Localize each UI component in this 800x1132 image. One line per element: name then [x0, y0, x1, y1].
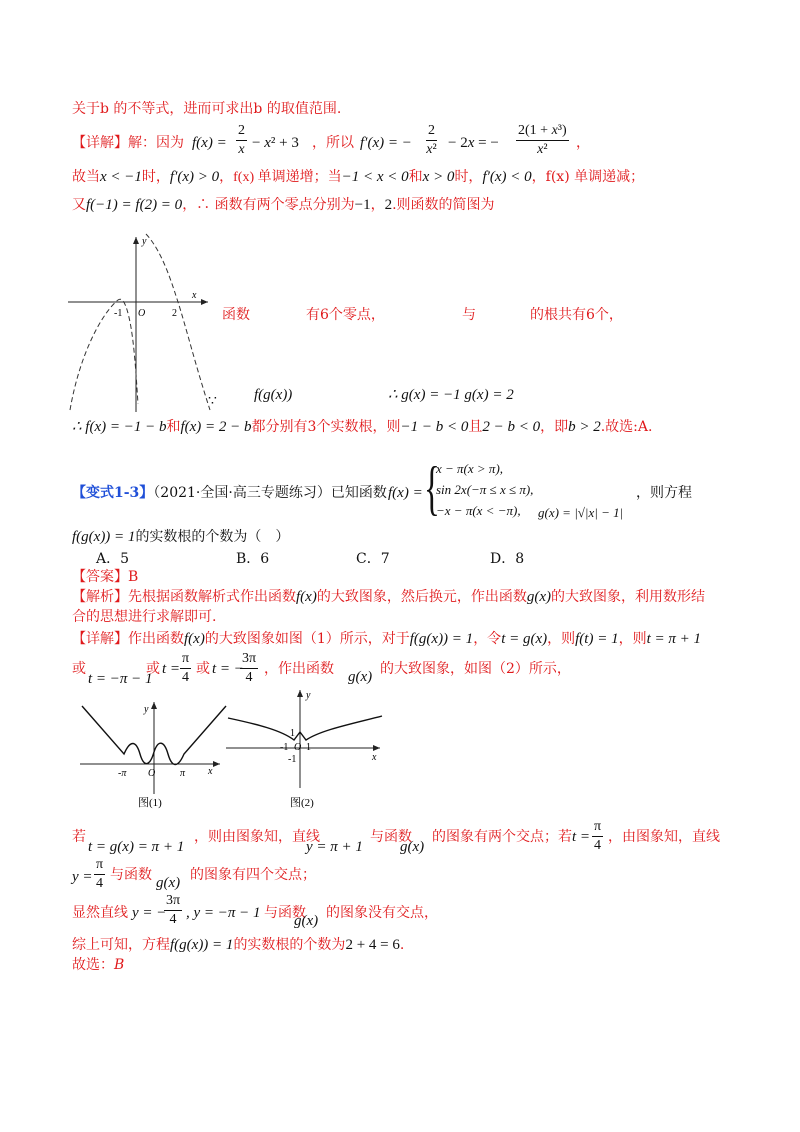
option-b[interactable]: [236, 550, 269, 568]
analysis-label: 【解析】: [72, 589, 128, 605]
because-sym: ∵: [208, 393, 217, 409]
p1-eq: t = g(x) = π + 1: [88, 839, 185, 855]
fx-lhs: f(x) =: [192, 135, 227, 151]
comma: ，: [576, 135, 590, 151]
option-a[interactable]: [96, 550, 129, 568]
num: 3π: [240, 650, 258, 669]
origin-label: O: [138, 308, 146, 319]
text: 的大致图象，利用数形结: [550, 589, 705, 605]
fig1-caption: 图(1): [138, 797, 162, 809]
prev-line-3: [72, 168, 644, 187]
analysis-line-2: 合的思想进行求解即可.: [72, 609, 217, 625]
detail-t6: ，作出函数: [264, 661, 334, 677]
origin-label: O: [294, 742, 302, 753]
text: ，: [219, 169, 234, 185]
root2: t = −π − 1: [88, 671, 153, 687]
result: b > 2: [568, 419, 601, 435]
text: 综上可知，方程: [72, 937, 170, 953]
p1-e: ，由图象知，直线: [608, 829, 720, 845]
text: 且: [468, 419, 483, 435]
piece-3: −x − π(x < −π),: [436, 503, 521, 518]
origin-label: O: [148, 768, 156, 779]
root4-frac: [240, 650, 258, 687]
p2-frac: [94, 856, 105, 893]
p4-line: [72, 936, 404, 954]
text: 的大致图象如图（1）所示，对于: [204, 631, 410, 647]
answer-value: B: [128, 569, 139, 585]
option-value: 7: [380, 551, 390, 567]
so-text: ，所以: [312, 135, 354, 151]
option-letter: A．: [96, 551, 121, 567]
option-value: 8: [515, 551, 525, 567]
y-label: y: [144, 704, 149, 715]
fprime-lhs: f′(x) = −: [360, 135, 412, 151]
prev-detail-line: [72, 134, 184, 152]
text: 和: [166, 419, 181, 435]
text: ，令: [473, 631, 502, 647]
y-arrow-icon: [151, 702, 157, 709]
detail-text: 解：因为: [128, 135, 184, 151]
p2-g: g(x): [156, 875, 181, 891]
mid-text-1: 函数: [222, 307, 250, 323]
variant-source: （2021·全国·高三专题练习）已知函数: [153, 485, 387, 501]
root4-pre: t = −: [212, 661, 244, 677]
text: 时，: [454, 169, 483, 185]
option-value: 5: [120, 551, 130, 567]
cond-mid: −1 < x < 0: [341, 169, 409, 185]
prev-line-1: 关于b 的不等式，进而可求出b 的取值范围.: [72, 101, 342, 117]
neg1-x-label: -1: [280, 742, 289, 753]
den: 4: [594, 838, 602, 853]
x-arrow-icon: [373, 745, 380, 751]
detail-t7: 的大致图象，如图（2）所示，: [380, 661, 571, 677]
num: π: [592, 818, 603, 837]
or-2: 或: [146, 661, 160, 677]
variant-tail: ，则方程: [636, 485, 692, 501]
num: π: [180, 650, 191, 669]
eq-a: ∴ f(x) = −1 − b: [72, 419, 167, 435]
prev-line-7: [72, 418, 652, 436]
variant-question: [72, 528, 289, 546]
negpi-label: -π: [118, 768, 127, 779]
p3-b: , y = −π − 1: [186, 905, 261, 921]
detail-line-1: [72, 630, 701, 648]
detail-label: 【详解】: [72, 631, 128, 647]
variant-label: 【变式1-3】: [72, 485, 154, 501]
g-curve: [228, 716, 382, 740]
fprime-pos: f′(x) > 0: [169, 169, 220, 185]
fx-inc: f(x) 单调递增；当: [233, 170, 342, 185]
sub: t = g(x): [501, 631, 548, 647]
therefore-g: ∴ g(x) = −1 g(x) = 2: [388, 387, 514, 403]
fprime-frac2: $\frac{\text{2(1 + x³)}}{\text{x²}}$: [518, 123, 567, 157]
eq: f(g(x)) = 1: [170, 937, 234, 953]
p2-y: y =: [72, 869, 93, 885]
fprime-frac1: $\frac{2}{\text{x²}}$: [426, 123, 437, 157]
cond-lt: x < −1: [100, 169, 142, 185]
x-label: x: [372, 752, 377, 763]
option-value: 6: [260, 551, 270, 567]
curve-right: [146, 234, 210, 410]
fx-frac: $\frac{2}{x}$: [238, 123, 245, 157]
p3-a: 显然直线: [72, 905, 128, 921]
text: .: [399, 937, 405, 953]
text: ，则: [618, 631, 647, 647]
text: 的大致图象，然后换元，作出函数: [316, 589, 527, 605]
p1-c: 与函数: [370, 829, 412, 845]
text: 又: [72, 197, 86, 213]
num: 3π: [164, 892, 182, 911]
den: 4: [169, 912, 177, 927]
fx-rest: − x² + 3: [252, 135, 299, 151]
option-d[interactable]: [490, 550, 524, 568]
text: 都分别有3个实数根，则: [251, 419, 401, 435]
p3-y: y = −: [132, 905, 167, 921]
root3-pre: t =: [162, 661, 181, 677]
p1-d: 的图象有两个交点；若: [432, 829, 572, 845]
or-3: 或: [196, 661, 210, 677]
p1-g: g(x): [400, 839, 425, 855]
mid-text-2: 有6个零点，: [306, 307, 385, 323]
p3-frac: [164, 892, 182, 929]
fprime-mid: − 2x = −: [448, 135, 499, 151]
final-value: B: [114, 957, 125, 973]
detail-label: 【详解】: [72, 135, 128, 151]
y-arrow-icon: [297, 690, 303, 697]
final-line: [72, 956, 124, 974]
y-label: y: [306, 690, 311, 701]
p1-b: ，则由图象知，直线: [194, 829, 320, 845]
mid-text-3: 与: [462, 307, 476, 323]
g-def: g(x) = |√|x| − 1|: [538, 505, 624, 520]
x-arrow-icon: [213, 761, 220, 767]
fgx: f(g(x)): [254, 387, 293, 403]
two-label: 2: [172, 308, 177, 319]
variant-header: [72, 484, 387, 502]
p1-line: y = π + 1: [306, 839, 363, 855]
option-letter: B．: [236, 551, 261, 567]
den: 4: [96, 876, 104, 891]
text: ，则: [547, 631, 576, 647]
text: 作出函数: [128, 631, 184, 647]
text: 先根据函数解析式作出函数: [128, 589, 296, 605]
text: 和: [408, 169, 423, 185]
p1-a: 若: [72, 829, 86, 845]
text: ，: [370, 197, 385, 213]
question: 的实数根的个数为（ ）: [135, 529, 290, 545]
zeros-eq: f(−1) = f(2) = 0: [86, 197, 183, 213]
text: 故当: [72, 169, 100, 185]
zero1: −1: [354, 197, 371, 213]
option-letter: D．: [490, 551, 516, 567]
final-label: 故选：: [72, 957, 114, 973]
x-label: x: [192, 290, 197, 301]
option-letter: C．: [356, 551, 381, 567]
gx: g(x): [526, 589, 551, 605]
fx-dec: ，f(x) 单调递减；: [531, 169, 645, 185]
num: π: [94, 856, 105, 875]
root1: t = π + 1: [646, 631, 702, 647]
text: .则函数的简图为: [392, 197, 495, 213]
prev-graph: [68, 232, 218, 412]
neg1-label: -1: [114, 308, 123, 319]
y-label: y: [142, 236, 147, 247]
p2-b: 的图象有四个交点；: [190, 867, 316, 883]
mid-text-4: 的根共有6个，: [530, 307, 623, 323]
den: 4: [245, 670, 253, 685]
fx: f(x): [296, 589, 317, 605]
text: .故选:A.: [600, 419, 653, 435]
p1-frac: [592, 818, 603, 855]
pi-label: π: [180, 768, 186, 779]
text: ，∴ 函数有两个零点分别为: [182, 197, 355, 213]
fprime-neg: f′(x) < 0: [482, 169, 532, 185]
eq1: f(g(x)) = 1: [409, 631, 474, 647]
fig2-caption: 图(2): [290, 797, 314, 809]
option-c[interactable]: [356, 550, 390, 568]
piece-1: x − π(x > π),: [436, 461, 504, 476]
cond-pos: x > 0: [422, 169, 455, 185]
text: ，即: [540, 419, 569, 435]
neg1-y-label: -1: [288, 754, 297, 765]
x-arrow-icon: [201, 299, 208, 305]
curve-left: [70, 299, 138, 410]
eq-b: f(x) = 2 − b: [180, 419, 252, 435]
gx-2: g(x): [348, 669, 373, 685]
p3-g: g(x): [294, 913, 319, 929]
p3-c: 与函数: [264, 905, 306, 921]
ft: f(t) = 1: [575, 631, 619, 647]
or-1: 或: [72, 661, 86, 677]
figure-2: [226, 684, 386, 810]
ineq-2: 2 − b < 0: [482, 419, 541, 435]
answer-line: [72, 568, 138, 586]
y-arrow-icon: [133, 237, 139, 244]
text: 的实数根的个数为: [233, 937, 346, 953]
one-y-label: 1: [290, 728, 295, 739]
x-label: x: [208, 766, 213, 777]
den: 4: [182, 670, 190, 685]
one-x-label: 1: [306, 742, 311, 753]
f-name: f(x) =: [388, 485, 423, 501]
ineq-1: −1 − b < 0: [400, 419, 469, 435]
prev-line-4: [72, 196, 495, 214]
p3-d: 的图象没有交点，: [326, 905, 438, 921]
text: 时，: [141, 169, 170, 185]
zero2: 2: [384, 197, 393, 213]
eq: f(g(x)) = 1: [72, 529, 136, 545]
figure-1: [80, 694, 230, 810]
piecewise-brace: {: [424, 455, 440, 521]
fx: f(x): [184, 631, 205, 647]
piece-2: sin 2x(−π ≤ x ≤ π),: [436, 482, 534, 497]
p2-a: 与函数: [110, 867, 152, 883]
analysis-line-1: [72, 588, 705, 606]
answer-label: 【答案】: [72, 569, 128, 585]
root3-frac: [180, 650, 191, 687]
sum: 2 + 4 = 6: [345, 937, 400, 953]
p1-t: t =: [572, 829, 591, 845]
